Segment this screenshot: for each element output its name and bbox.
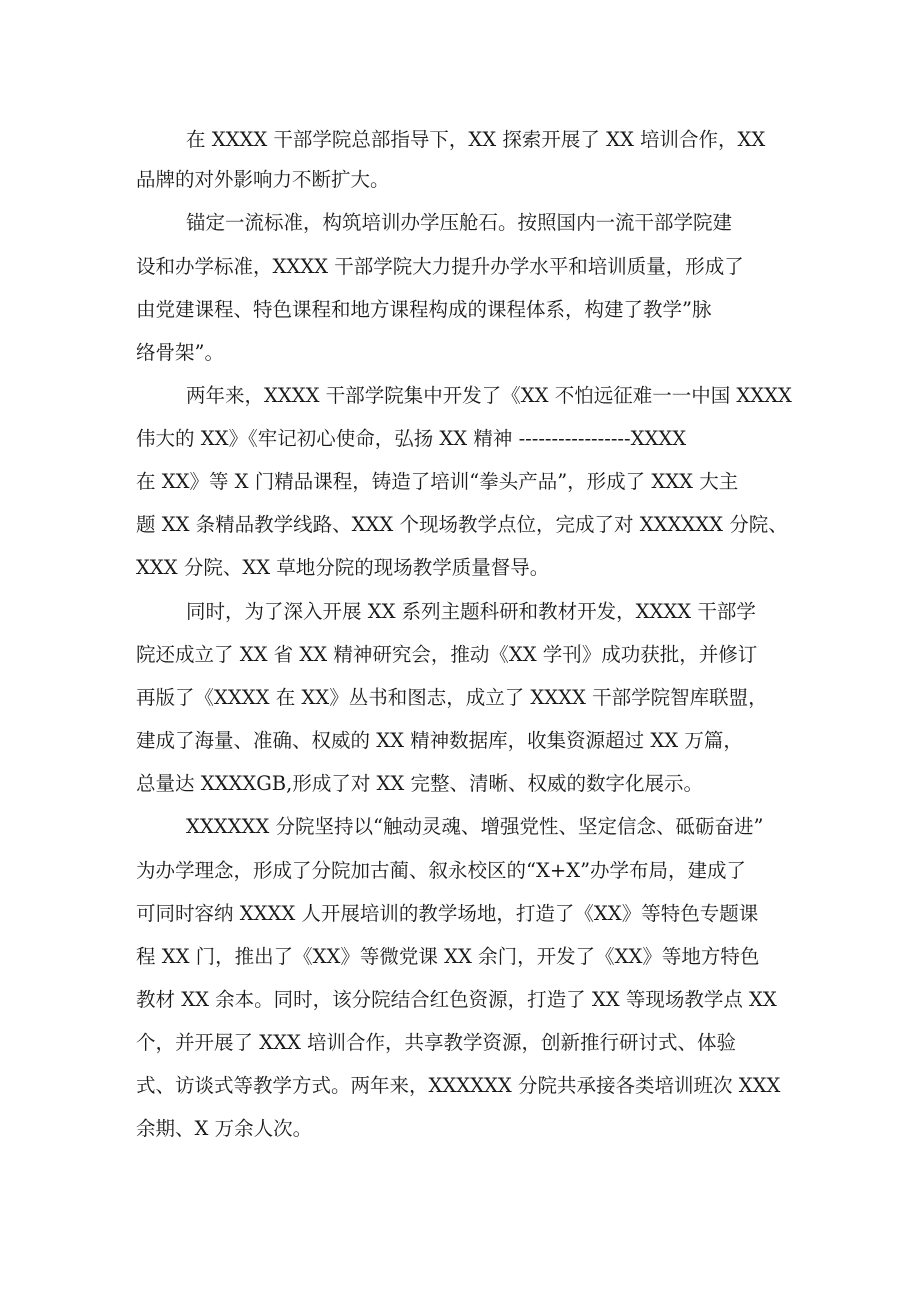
text-line: 可同时容纳 XXXX 人开展培训的教学场地，打造了《XX》等特色专题课 (136, 902, 759, 925)
text-line: 程 XX 门，推出了《XX》等微党课 XX 余门，开发了《XX》等地方特色 (136, 945, 760, 968)
text-line: XXXXXX 分院坚持以“触动灵魂、增强党性、坚定信念、砥砺奋进” (186, 815, 764, 838)
text-line: 络骨架”。 (136, 341, 224, 364)
text-line: 设和办学标准，XXXX 干部学院大力提升办学水平和培训质量，形成了 (136, 255, 744, 278)
text-line: 品牌的对外影响力不断扩大。 (136, 168, 390, 191)
text-line: 院还成立了 XX 省 XX 精神研究会，推动《XX 学刊》成功获批，并修订 (136, 643, 758, 666)
text-line: 伟大的 XX》《牢记初心使命，弘扬 XX 精神 -----------------XXXX (136, 427, 687, 450)
text-line: 锚定一流标准，构筑培训办学压舱石。按照国内一流干部学院建 (186, 211, 733, 234)
text-line: 题 XX 条精品教学线路、XXX 个现场教学点位，完成了对 XXXXXX 分院、 (136, 513, 788, 536)
text-line: 在 XXXX 干部学院总部指导下，XX 探索开展了 XX 培训合作，XX (186, 128, 766, 151)
text-line: 在 XX》等 X 门精品课程，铸造了培训“拳头产品”，形成了 XXX 大主 (136, 470, 739, 493)
text-line: 个，并开展了 XXX 培训合作，共享教学资源，创新推行研讨式、体验 (136, 1031, 737, 1054)
text-line: 总量达 XXXXGB,形成了对 XX 完整、清晰、权威的数字化展示。 (136, 772, 703, 795)
text-line: 式、访谈式等教学方式。两年来，XXXXXX 分院共承接各类培训班次 XXX (136, 1074, 781, 1097)
text-line: XXX 分院、XX 草地分院的现场教学质量督导。 (136, 556, 550, 579)
text-line: 余期、X 万余人次。 (136, 1117, 313, 1140)
text-line: 为办学理念，形成了分院加古蔺、叙永校区的“X+X”办学布局，建成了 (136, 859, 747, 882)
text-line: 建成了海量、准确、权威的 XX 精神数据库，收集资源超过 XX 万篇， (136, 729, 743, 752)
text-line: 两年来，XXXX 干部学院集中开发了《XX 不怕远征难一一中国 XXXX (186, 384, 792, 407)
text-line: 同时，为了深入开展 XX 系列主题科研和教材开发，XXXX 干部学 (186, 600, 756, 623)
text-line: 再版了《XXXX 在 XX》丛书和图志，成立了 XXXX 干部学院智库联盟， (136, 686, 768, 709)
text-line: 由党建课程、特色课程和地方课程构成的课程体系，构建了教学”脉 (136, 298, 712, 321)
text-line: 教材 XX 余本。同时，该分院结合红色资源，打造了 XX 等现场教学点 XX (136, 988, 777, 1011)
